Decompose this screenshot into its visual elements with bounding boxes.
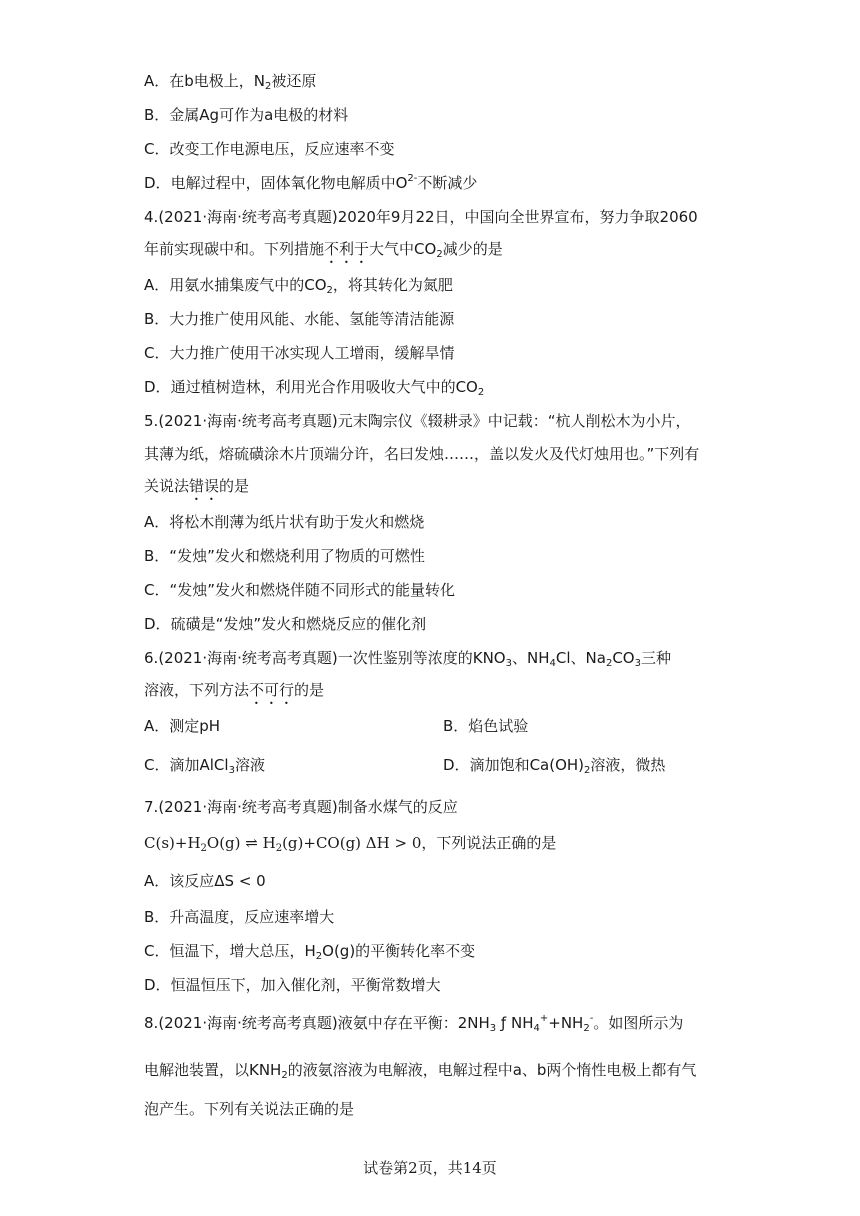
emphasis-text: 错误	[189, 477, 220, 495]
q5-stem-line1: 5.(2021·海南·统考高考真题)元末陶宗仪《辍耕录》中记载：“杭人削松木为小片，	[144, 412, 691, 430]
q8-stem-line3: 泡产生。下列有关说法正确的是	[144, 1100, 355, 1118]
q4-option-d: D．通过植树造林，利用光合作用吸收大气中的$CO_2$	[144, 378, 485, 398]
q3-option-d: D．电解过程中，固体氧化物电解质中$O^{2-}$不断减少	[144, 173, 478, 192]
q6-option-c: C．滴加AlCl$_3$溶液	[144, 756, 265, 776]
q6-stem-line1: 6.(2021·海南·统考高考真题)一次性鉴别等浓度的$KNO_3$、$NH_4Cl$、$Na_2CO_3$三种	[144, 649, 671, 669]
q3-option-c: C．改变工作电源电压，反应速率不变	[144, 140, 395, 158]
q7-stem-line1: 7.(2021·海南·统考高考真题)制备水煤气的反应	[144, 798, 458, 816]
q5-option-c: C．“发烛”发火和燃烧伴随不同形式的能量转化	[144, 581, 456, 599]
q7-option-a: A．该反应ΔS < 0	[144, 872, 266, 890]
q7-option-b: B．升高温度，反应速率增大	[144, 908, 335, 926]
q3-option-a: A．在b电极上，$N_2$被还原	[144, 72, 317, 92]
q6-option-d: D．滴加饱和$Ca(OH)_2$溶液，微热	[443, 756, 666, 776]
q6-option-b: B．焰色试验	[443, 717, 529, 735]
q5-option-d: D．硫磺是“发烛”发火和燃烧反应的催化剂	[144, 615, 427, 633]
q5-stem-line2: 其薄为纸，熔硫磺涂木片顶端分许，名曰发烛……，盖以发火及代灯烛用也。”下列有	[144, 445, 700, 463]
emphasis-text: 不利于	[324, 240, 370, 258]
q6-stem-line2: 溶液，下列方法不可行的是	[144, 681, 325, 699]
q5-option-a: A．将松木削薄为纸片状有助于发火和燃烧	[144, 513, 425, 531]
q4-option-a: A．用氨水捕集废气中的$CO_2$，将其转化为氮肥	[144, 276, 453, 296]
q8-stem-line2: 电解池装置，以$KNH_2$的液氨溶液为电解液，电解过程中a、b两个惰性电极上都有气	[144, 1061, 697, 1081]
q7-option-d: D．恒温恒压下，加入催化剂，平衡常数增大	[144, 976, 441, 994]
q4-stem-line1: 4.(2021·海南·统考高考真题)2020年9月22日，中国向全世界宣布，努力争取2060	[144, 208, 698, 226]
q7-equation-line: $C(s)+H_2O(g)$ ⇌ $H_2(g)+CO(g) \Delta H > 0$，下列说法正确的是	[144, 834, 557, 854]
q3-option-b: B．金属Ag可作为a电极的材料	[144, 106, 349, 124]
q6-option-a: A．测定pH	[144, 717, 221, 735]
q4-option-c: C．大力推广使用干冰实现人工增雨，缓解旱情	[144, 344, 455, 362]
q7-option-c: C．恒温下，增大总压，$H_2O(g)$的平衡转化率不变	[144, 942, 476, 962]
q4-option-b: B．大力推广使用风能、水能、氢能等清洁能源	[144, 310, 455, 328]
q8-stem-line1: 8.(2021·海南·统考高考真题)液氨中存在平衡：$2NH_3$ ƒ $NH_4^++NH_2^-$。如图所示为	[144, 1013, 684, 1034]
page-footer: 试卷第2页，共14页	[363, 1159, 497, 1177]
emphasis-text: 不可行	[249, 681, 295, 699]
reaction-equation: $C(s)+H_2O(g)$ ⇌ $H_2(g)+CO(g) \Delta H > 0$	[144, 834, 422, 854]
q5-stem-line3: 关说法错误的是	[144, 477, 250, 495]
q5-option-b: B．“发烛”发火和燃烧利用了物质的可燃性	[144, 547, 425, 565]
q4-stem-line2: 年前实现碳中和。下列措施不利于大气中$CO_2$减少的是	[144, 240, 503, 260]
